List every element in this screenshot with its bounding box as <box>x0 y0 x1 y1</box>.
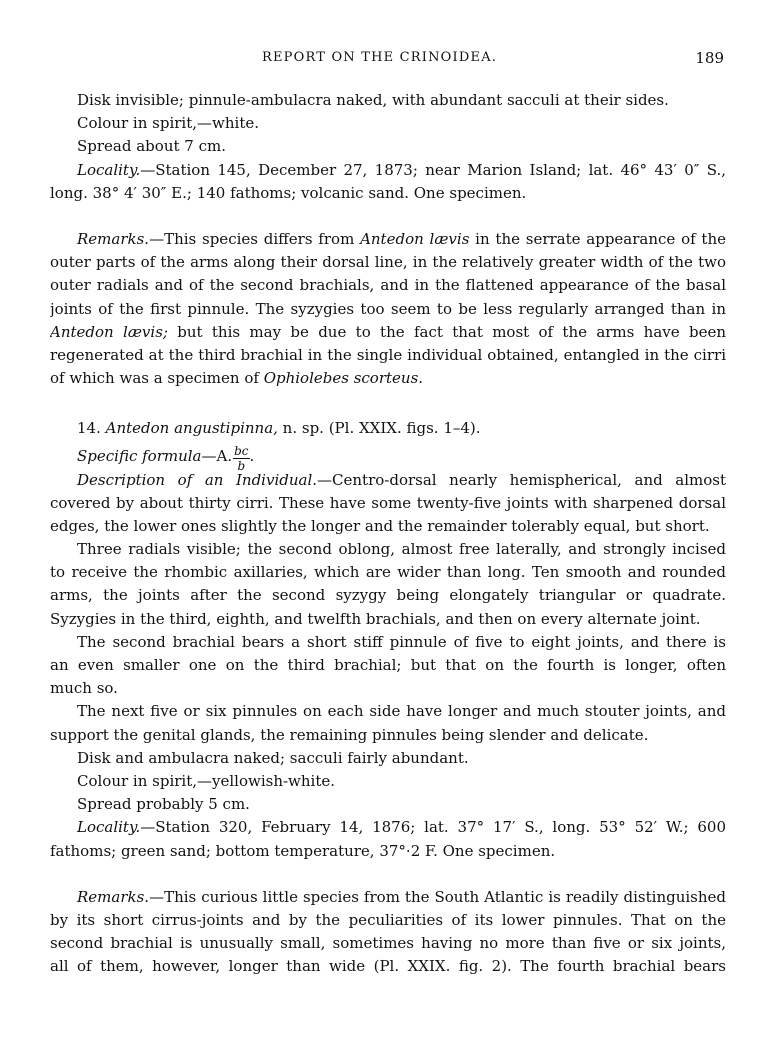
description-label: Description of an Individual. <box>77 470 318 489</box>
formula-numerator: bc <box>234 443 249 458</box>
disk-line: Disk invisible; pinnule-ambulacra naked, with abundant sacculi at their sides. <box>77 91 669 109</box>
pinnule-line-1: The second brachial bears a short stiff pinnule of five to eight joints, and there is <box>77 632 726 651</box>
locality-label: Locality. <box>77 818 141 837</box>
locality-line-2: long. 38° 4′ 30″ E.; 140 fathoms; volcanic sand. One specimen. <box>50 183 527 202</box>
radials-line-4: Syzygies in the third, eighth, and twelfth brachials, and then on every alternate joint. <box>50 609 701 628</box>
species-name: Antedon lævis; <box>50 322 168 341</box>
description-line-3: edges, the lower ones slightly the longer and the remainder tolerably equal, but short. <box>50 516 710 535</box>
remarks-label: Remarks. <box>77 230 150 248</box>
spread-line: Spread about 7 cm. <box>77 137 226 156</box>
remarks2-line-4: all of them, however, longer than wide (Pl. XXIX. fig. 2). The fourth brachial bears <box>50 957 726 976</box>
radials-line-2: to receive the rhombic axillaries, which are wider than long. Ten smooth and rounded <box>50 563 726 582</box>
page-number: 189 <box>695 49 724 67</box>
remarks1-line-7: of which was a specimen of Ophiolebes scorteus. <box>50 369 424 388</box>
formula-label: Specific formula <box>77 446 202 465</box>
running-title: REPORT ON THE CRINOIDEA. <box>262 50 498 65</box>
species-heading: 14. Antedon angustipinna, n. sp. (Pl. XXIX. figs. 1–4). <box>77 419 481 438</box>
description-line-1: Description of an Individual.—Centro-dorsal nearly hemispherical, and almost <box>77 470 726 489</box>
species-name: Antedon lævis <box>360 230 470 248</box>
species-heading-name: Antedon angustipinna, <box>105 419 278 438</box>
spacer <box>50 863 726 886</box>
locality2-line-1: Locality.—Station 320, February 14, 1876; lat. 37° 17′ S., long. 53° 52′ W.; 600 <box>77 818 726 837</box>
remarks1-line-5: Antedon lævis; but this may be due to the fact that most of the arms have been <box>50 322 726 341</box>
formula-fraction <box>233 445 249 472</box>
remarks2-line-2: by its short cirrus-joints and by the peculiarities of its lower pinnules. That on the <box>50 911 726 930</box>
description-line-2: covered by about thirty cirri. These have some twenty-five joints with sharpened dorsal <box>50 493 726 512</box>
locality2-line-2: fathoms; green sand; bottom temperature, 37°·2 F. One specimen. <box>50 841 556 860</box>
locality-label: Locality. <box>77 160 141 179</box>
species-name: Ophiolebes scorteus. <box>263 369 424 388</box>
page-header <box>0 50 776 72</box>
pinnule-line-2: an even smaller one on the third brachial; but that on the fourth is longer, often <box>50 656 726 675</box>
genital-line-1: The next five or six pinnules on each side have longer and much stouter joints, and <box>77 702 726 721</box>
radials-line-1: Three radials visible; the second oblong, almost free laterally, and strongly incised <box>77 540 726 559</box>
remarks1-line-2: outer parts of the arms along their dorsal line, in the relatively greater width of the two <box>50 253 726 272</box>
remarks-label: Remarks. <box>77 887 150 906</box>
remarks2-line-1: Remarks.—This curious little species from the South Atlantic is readily distinguished <box>77 887 726 906</box>
spacer <box>50 205 726 228</box>
remarks1-line-6: regenerated at the third brachial in the single individual obtained, entangled in the cirri <box>50 345 726 364</box>
remarks1-line-3: outer radials and of the second brachials, and in the flattened appearance of the basal <box>50 276 726 295</box>
remarks1-line-4: joints of the first pinnule. The syzygies too seem to be less regularly arranged than in <box>50 299 726 318</box>
genital-line-2: support the genital glands, the remaining pinnules being slender and delicate. <box>50 725 649 744</box>
colour-line-2: Colour in spirit,—yellowish-white. <box>77 772 336 791</box>
remarks2-line-3: second brachial is unusually small, sometimes having no more than five or six joints, <box>50 934 726 953</box>
remarks1-line-1: Remarks.—This species differs from Antedon lævis in the serrate appearance of the <box>77 230 726 248</box>
colour-line: Colour in spirit,—white. <box>77 114 259 133</box>
specific-formula: Specific formula—A. $\frac{bc}{b}$ . <box>77 443 255 473</box>
disk-ambulacra-line: Disk and ambulacra naked; sacculi fairly abundant. <box>77 748 469 767</box>
radials-line-3: arms, the joints after the second syzygy being elongately triangular or quadrate. <box>50 586 726 605</box>
page-body <box>50 89 726 979</box>
formula-denominator: b <box>237 458 246 473</box>
locality-line-1: Locality.—Station 145, December 27, 1873; near Marion Island; lat. 46° 43′ 0″ S., <box>77 160 726 179</box>
spread-line-2: Spread probably 5 cm. <box>77 795 250 814</box>
pinnule-line-3: much so. <box>50 679 118 698</box>
spacer <box>50 390 726 417</box>
